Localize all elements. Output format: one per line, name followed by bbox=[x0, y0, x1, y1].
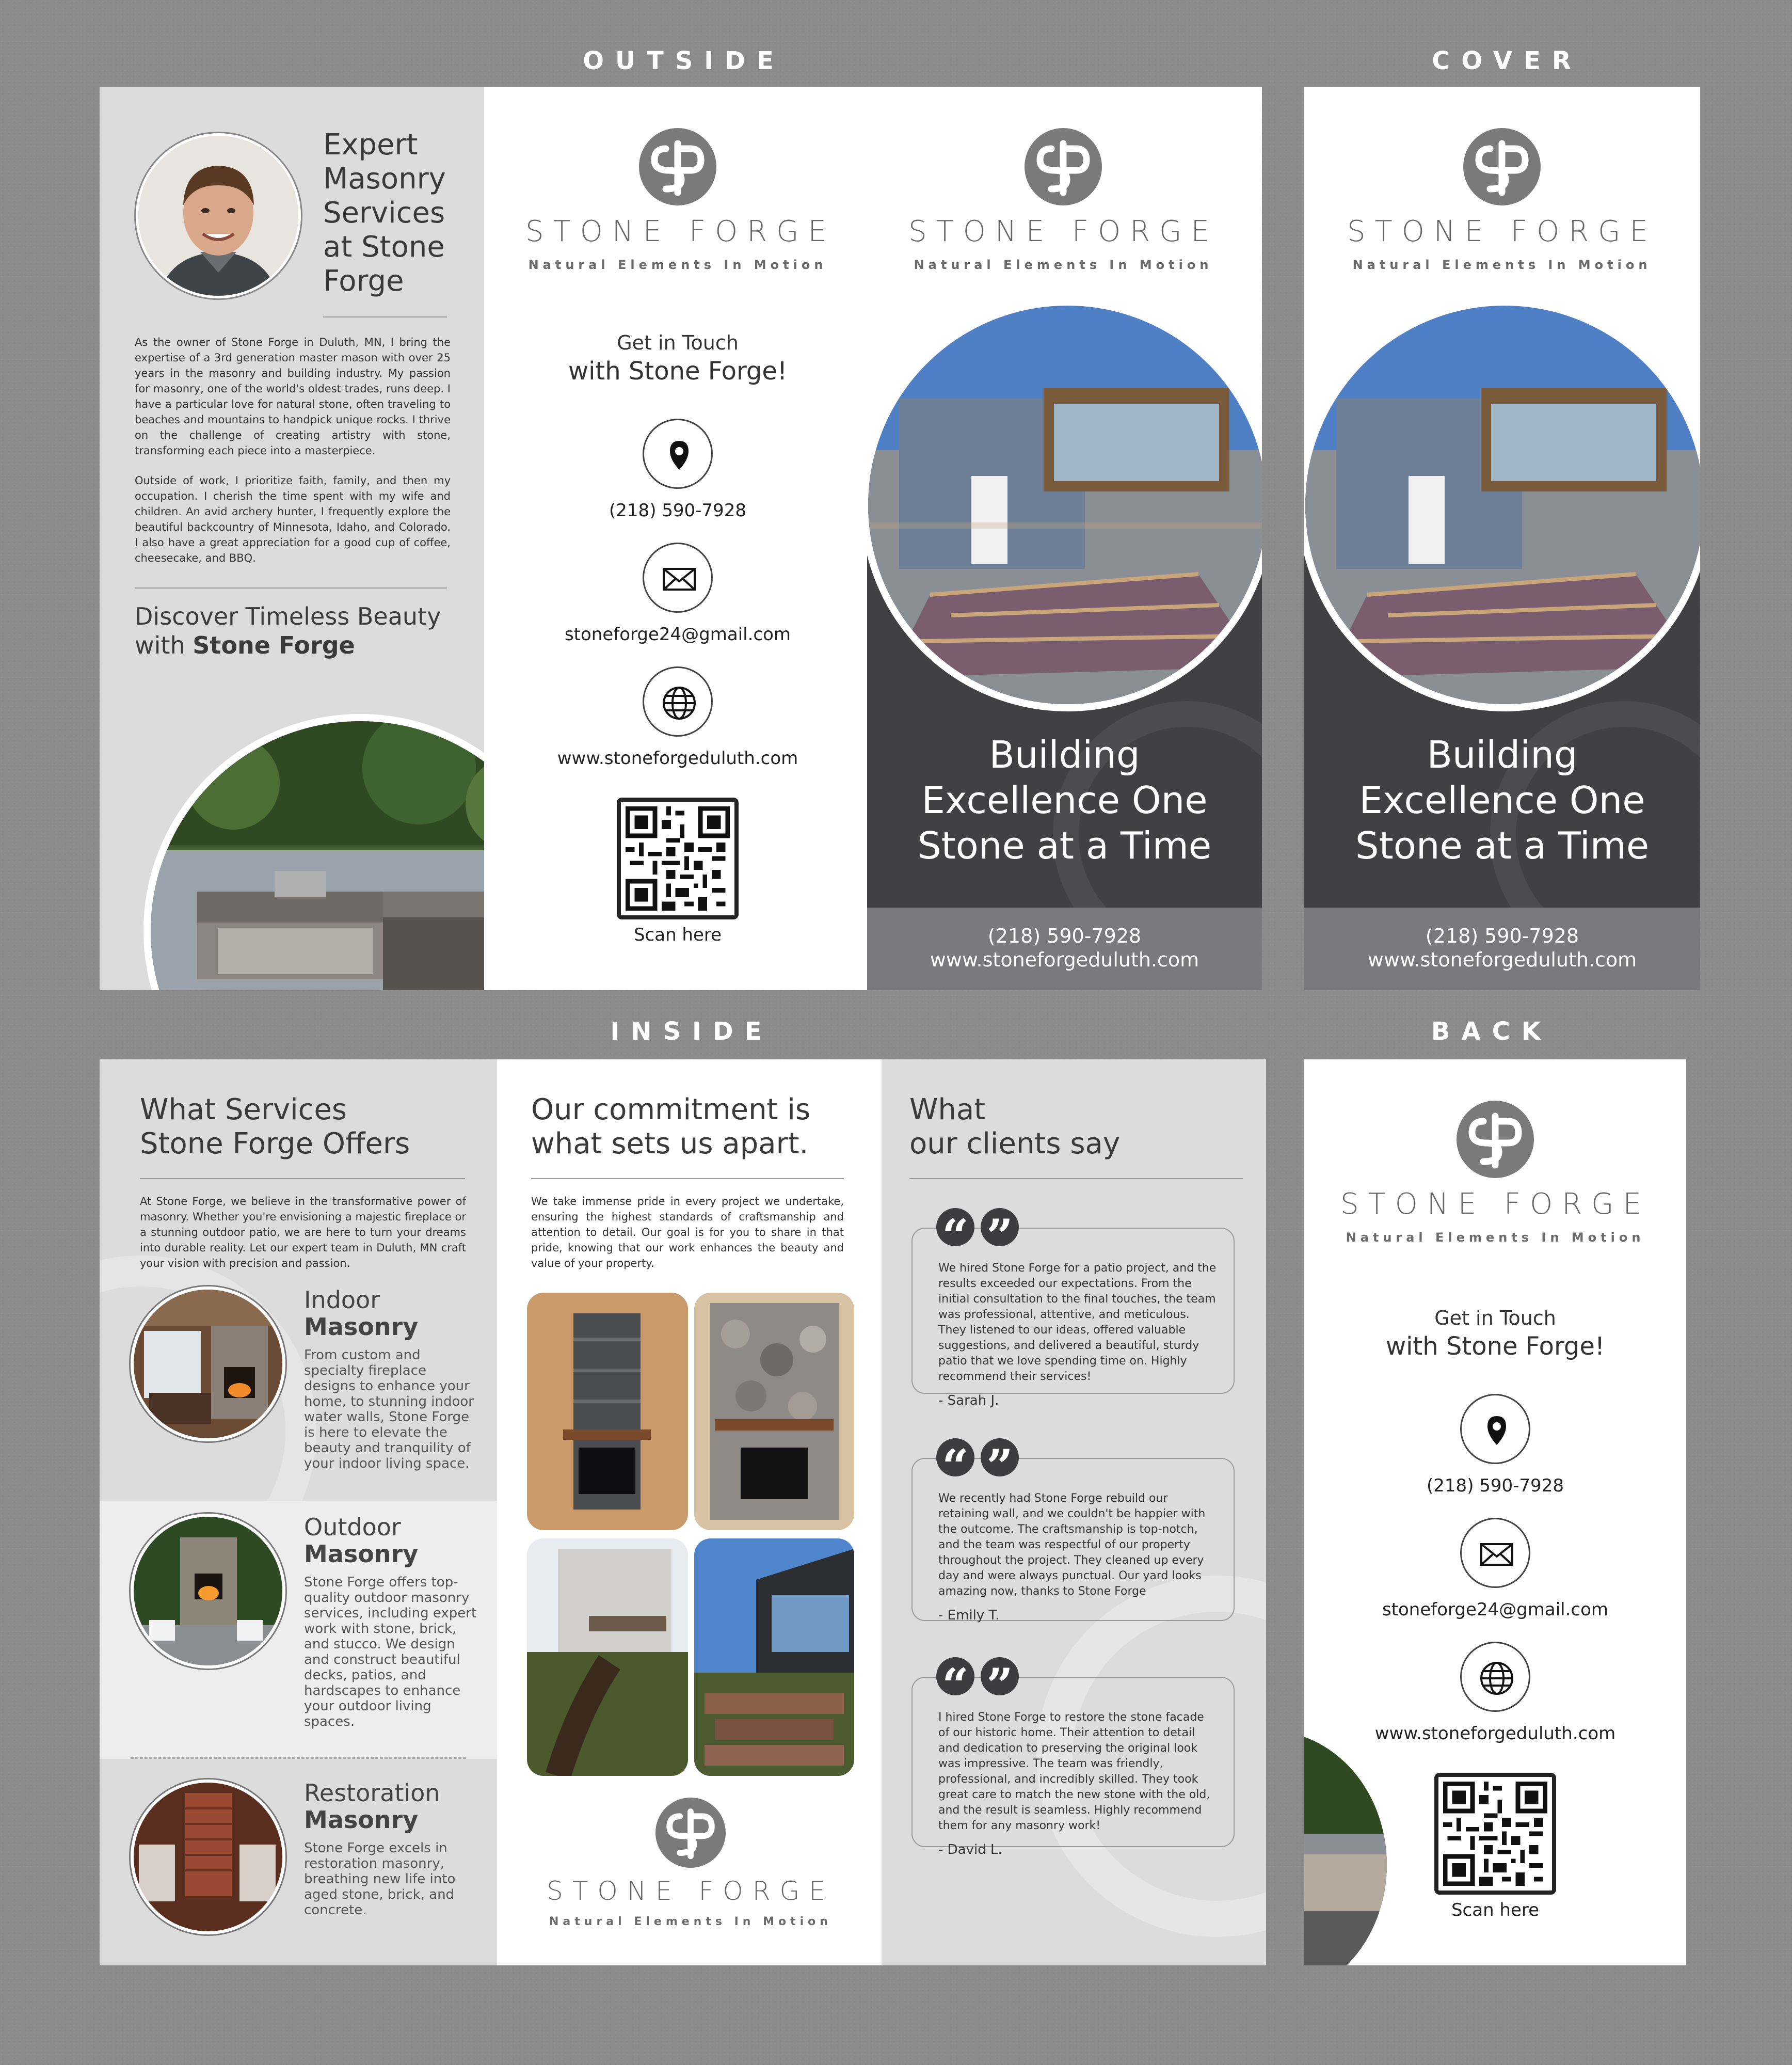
testimonial-author: - Emily T. bbox=[938, 1608, 1000, 1623]
contact-website[interactable]: www.stoneforgeduluth.com bbox=[1374, 1723, 1616, 1744]
service-title-restoration-bold: Masonry bbox=[304, 1806, 419, 1834]
testimonials-heading-line-2: our clients say bbox=[909, 1127, 1120, 1161]
contact-website[interactable]: www.stoneforgeduluth.com bbox=[557, 748, 798, 769]
slogan-line-1: Building bbox=[989, 733, 1140, 776]
services-panel bbox=[100, 1059, 497, 1965]
logo-mark bbox=[1457, 1101, 1534, 1178]
service-row-restoration bbox=[100, 1780, 497, 1950]
back-panel bbox=[1304, 1059, 1686, 1965]
stone-fireplace-photo-1 bbox=[527, 1293, 688, 1530]
logo bbox=[525, 128, 836, 272]
cover-phone[interactable]: (218) 590-7928 bbox=[987, 925, 1142, 947]
testimonial-card bbox=[911, 1439, 1235, 1623]
quote-icon: “ ” bbox=[936, 1438, 1019, 1476]
logo bbox=[1340, 1101, 1650, 1245]
globe-icon bbox=[643, 666, 713, 737]
services-heading bbox=[140, 1093, 410, 1161]
logo-tagline: Natural Elements In Motion bbox=[914, 258, 1213, 272]
qr-code[interactable] bbox=[1434, 1773, 1556, 1895]
outdoor-kitchen-photo bbox=[143, 714, 484, 990]
cover-panel bbox=[1304, 87, 1700, 990]
service-row-outdoor bbox=[100, 1514, 497, 1751]
testimonial-card bbox=[911, 1209, 1235, 1408]
logo-wordmark: STONE FORGE bbox=[1340, 1187, 1651, 1221]
contact-header-line-1: Get in Touch bbox=[1434, 1307, 1556, 1329]
service-title-indoor-bold: Masonry bbox=[304, 1313, 419, 1341]
discover-brand: Stone Forge bbox=[193, 631, 355, 659]
testimonials-heading bbox=[909, 1093, 1120, 1161]
retaining-wall-photo-2 bbox=[694, 1538, 854, 1776]
testimonials-heading-line-1: What bbox=[909, 1093, 986, 1126]
discover-line-2 bbox=[135, 631, 441, 660]
about-heading: Expert Masonry Services at Stone Forge bbox=[323, 128, 446, 298]
logo-tagline: Natural Elements In Motion bbox=[1352, 258, 1652, 272]
location-pin-icon bbox=[1460, 1394, 1530, 1464]
commitment-panel bbox=[497, 1059, 882, 1965]
quote-icon: “ ” bbox=[936, 1657, 1019, 1695]
service-title-restoration-light: Restoration bbox=[304, 1779, 440, 1807]
indoor-masonry-photo bbox=[131, 1286, 285, 1441]
section-label-inside: INSIDE bbox=[610, 1017, 773, 1046]
cover-contact-strip bbox=[1304, 908, 1700, 990]
contact-header-line-2: with Stone Forge! bbox=[568, 357, 788, 386]
testimonial-author: - David L. bbox=[938, 1842, 1002, 1857]
logo-wordmark: STONE FORGE bbox=[525, 215, 836, 248]
cover-contact-strip bbox=[867, 908, 1262, 990]
service-desc-indoor: From custom and specialty fireplace designs to enhance your home, to stunning indoor water walls, Stone Forge is here to elevate the beauty and tranquility of your indoor living space. bbox=[304, 1347, 474, 1471]
scan-here-label: Scan here bbox=[1451, 1899, 1540, 1920]
service-title-indoor bbox=[304, 1286, 479, 1340]
service-text-restoration bbox=[304, 1780, 479, 1918]
location-pin-icon bbox=[643, 419, 713, 489]
testimonial-card bbox=[911, 1658, 1235, 1857]
scan-here-label: Scan here bbox=[633, 924, 722, 945]
contact-header-line-1: Get in Touch bbox=[617, 331, 739, 354]
about-divider-bottom bbox=[135, 587, 447, 589]
logo-tagline: Natural Elements In Motion bbox=[549, 1915, 832, 1928]
contact-email[interactable]: stoneforge24@gmail.com bbox=[564, 624, 791, 645]
logo-mark bbox=[655, 1798, 726, 1868]
qr-code[interactable] bbox=[617, 798, 739, 919]
logo-mark bbox=[639, 128, 716, 205]
patio-construction-photo bbox=[867, 298, 1262, 711]
commitment-text: We take immense pride in every project we undertake, ensuring the highest standards of craftsmanship and attention to detail. Our goal is for you to share in that pride, knowing that our work enhances the beauty and value of your property. bbox=[531, 1195, 844, 1269]
testimonial-author: - Sarah J. bbox=[938, 1393, 999, 1408]
about-panel bbox=[100, 87, 484, 990]
commitment-divider bbox=[531, 1178, 844, 1179]
service-text-outdoor bbox=[304, 1514, 479, 1729]
slogan-line-3: Stone at a Time bbox=[1355, 824, 1650, 867]
cover-website[interactable]: www.stoneforgeduluth.com bbox=[1367, 948, 1637, 971]
contact-phone[interactable]: (218) 590-7928 bbox=[1427, 1475, 1564, 1496]
logo-wordmark: STONE FORGE bbox=[1347, 215, 1657, 248]
quote-icon: “ ” bbox=[936, 1208, 1019, 1246]
stone-fireplace-photo-2 bbox=[694, 1293, 854, 1530]
cover-phone[interactable]: (218) 590-7928 bbox=[1425, 925, 1579, 947]
service-title-outdoor-bold: Masonry bbox=[304, 1540, 419, 1568]
testimonials-divider bbox=[909, 1178, 1243, 1179]
contact-phone[interactable]: (218) 590-7928 bbox=[609, 500, 746, 521]
contact-header-line-2: with Stone Forge! bbox=[1385, 1332, 1605, 1361]
outdoor-masonry-photo bbox=[131, 1514, 285, 1669]
service-row-indoor bbox=[100, 1286, 497, 1524]
slogan-line-2: Excellence One bbox=[1359, 779, 1645, 822]
cover-website[interactable]: www.stoneforgeduluth.com bbox=[930, 948, 1199, 971]
testimonial-text: We recently had Stone Forge rebuild our retaining wall, and we couldn't be happier with the outcome. The craftsmanship is top-notch, and the team was respectful of our property throughout the project. They cleaned up every day and were always punctual. Our yard looks amazing now, thanks to Stone Forge bbox=[938, 1492, 1206, 1598]
about-divider-top bbox=[323, 316, 447, 317]
restoration-masonry-photo bbox=[131, 1780, 285, 1934]
logo bbox=[538, 1798, 843, 1928]
section-label-cover: COVER bbox=[1432, 46, 1582, 75]
outside-contact-panel bbox=[484, 87, 867, 990]
contact-email[interactable]: stoneforge24@gmail.com bbox=[1382, 1599, 1609, 1620]
about-paragraph-1: As the owner of Stone Forge in Duluth, MN, I bring the expertise of a 3rd generation master mason with over 25 years in the masonry and building industry. My passion for masonry, one of the world's oldest trades, runs deep. I have a particular love for natural stone, often traveling to beaches and mountains to handpick unique rocks. I thrive on the challenge of creating artistry with stone, transforming each piece into a masterpiece. bbox=[135, 336, 451, 457]
owner-portrait bbox=[136, 133, 301, 298]
service-desc-outdoor: Stone Forge offers top-quality outdoor masonry services, including expert work with stone, brick, and stucco. We design and construct beautiful decks, patios, and hardscapes to enhance your outdoor living spaces. bbox=[304, 1575, 477, 1729]
retaining-wall-photo-1 bbox=[527, 1538, 688, 1776]
slogan-line-3: Stone at a Time bbox=[917, 824, 1212, 867]
service-title-outdoor-light: Outdoor bbox=[304, 1513, 401, 1541]
cover-slogan bbox=[1304, 732, 1700, 868]
logo-mark bbox=[1025, 128, 1102, 205]
services-intro: At Stone Forge, we believe in the transformative power of masonry. Whether you're envisioning a majestic fireplace or a stunning outdoor patio, we are here to turn your dreams into durable reality. Let our expert team in Duluth, MN craft your vision with precision and passion. bbox=[140, 1195, 466, 1269]
logo-wordmark: STONE FORGE bbox=[547, 1876, 835, 1906]
section-label-outside: OUTSIDE bbox=[583, 46, 785, 75]
services-heading-line-1: What Services bbox=[140, 1093, 347, 1126]
discover-prefix: with bbox=[135, 631, 193, 659]
logo-tagline: Natural Elements In Motion bbox=[528, 258, 827, 272]
commitment-heading bbox=[531, 1093, 810, 1161]
slogan-line-1: Building bbox=[1427, 733, 1578, 776]
logo-tagline: Natural Elements In Motion bbox=[1346, 1230, 1645, 1245]
contact-block bbox=[515, 329, 840, 945]
globe-icon bbox=[1460, 1642, 1530, 1712]
service-divider-dashed bbox=[131, 1757, 466, 1759]
testimonials-panel bbox=[882, 1059, 1266, 1965]
commitment-heading-line-2: what sets us apart. bbox=[531, 1127, 809, 1161]
about-paragraph-2: Outside of work, I prioritize faith, family, and then my occupation. I cherish the time spent with my wife and children. An avid archery hunter, I frequently explore the beautiful backcountry of Minnesota, Idaho, and Colorado. I also have a great appreciation for a good cup of coffee, cheesecake, and BBQ. bbox=[135, 474, 451, 564]
cover-slogan bbox=[867, 732, 1262, 868]
slogan-line-2: Excellence One bbox=[921, 779, 1208, 822]
commitment-heading-line-1: Our commitment is bbox=[531, 1093, 811, 1126]
patio-construction-photo bbox=[1304, 298, 1700, 711]
services-divider bbox=[140, 1178, 465, 1179]
logo-mark bbox=[1463, 128, 1541, 205]
section-label-back: BACK bbox=[1431, 1017, 1553, 1046]
service-text-indoor bbox=[304, 1286, 479, 1471]
logo bbox=[1347, 128, 1657, 272]
discover-tagline bbox=[135, 602, 441, 660]
contact-block bbox=[1333, 1305, 1658, 1920]
service-desc-restoration: Stone Forge excels in restoration masonry, breathing new life into aged stone, brick, and concrete. bbox=[304, 1840, 456, 1918]
envelope-icon bbox=[643, 543, 713, 613]
envelope-icon bbox=[1460, 1518, 1530, 1588]
front-cover-panel bbox=[867, 87, 1262, 990]
discover-line-1: Discover Timeless Beauty bbox=[135, 602, 441, 630]
service-title-indoor-light: Indoor bbox=[304, 1286, 380, 1314]
service-title-outdoor bbox=[304, 1514, 479, 1567]
logo-wordmark: STONE FORGE bbox=[908, 215, 1219, 248]
service-title-restoration bbox=[304, 1780, 479, 1833]
logo bbox=[908, 128, 1218, 272]
services-heading-line-2: Stone Forge Offers bbox=[140, 1127, 410, 1161]
testimonial-text: We hired Stone Forge for a patio project, and the results exceeded our expectations. From the initial consultation to the final touches, the team was professional, attentive, and meticulous. They listened to our ideas, offered valuable suggestions, and delivered a beautiful, sturdy patio that we love spending time on. Highly recommend their services! bbox=[938, 1262, 1217, 1383]
testimonial-text: I hired Stone Forge to restore the stone facade of our historic home. Their attention to detail and dedication to preserving the original look was impressive. The team was friendly, professional, and incredibly skilled. They took great care to match the new stone with the old, and the result is seamless. Highly recommend them for any masonry work! bbox=[938, 1711, 1210, 1832]
